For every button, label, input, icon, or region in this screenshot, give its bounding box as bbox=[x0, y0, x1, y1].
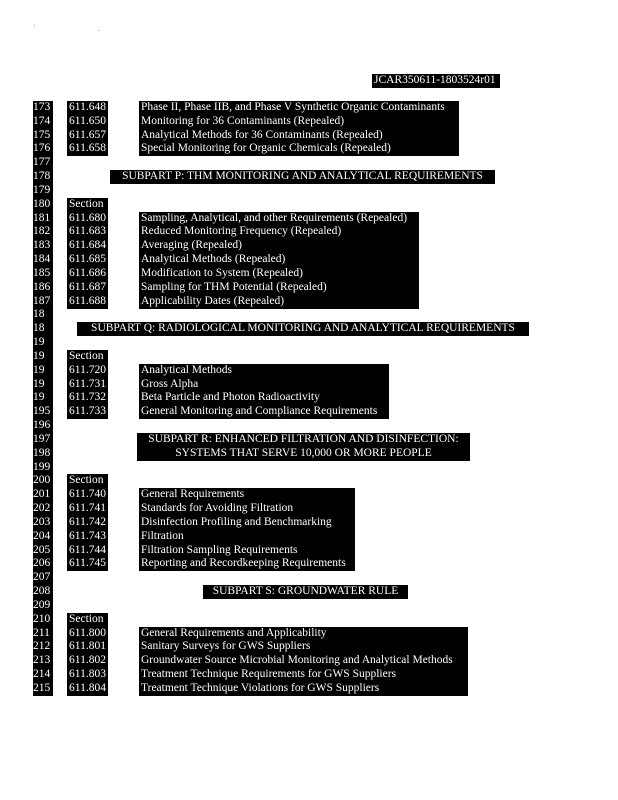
section-number: 611.742 bbox=[69, 516, 106, 528]
section-title-box bbox=[139, 364, 389, 378]
section-number-box bbox=[67, 295, 108, 309]
section-number: 611.733 bbox=[69, 405, 106, 417]
line-number: 180 bbox=[33, 198, 51, 210]
section-number-box bbox=[67, 502, 108, 516]
section-title-box bbox=[139, 281, 419, 295]
section-number: 611.683 bbox=[69, 225, 106, 237]
section-number-box bbox=[67, 557, 108, 571]
line-number-box bbox=[33, 447, 53, 461]
section-title-box bbox=[139, 378, 389, 392]
section-number: 611.732 bbox=[69, 391, 106, 403]
section-number-box bbox=[67, 198, 108, 212]
section-title-box bbox=[139, 295, 419, 309]
section-title: Treatment Technique Requirements for GWS Suppliers bbox=[141, 668, 397, 680]
line-number-box bbox=[33, 405, 53, 419]
section-column-label: Section bbox=[69, 350, 104, 362]
line-number: 184 bbox=[33, 253, 51, 265]
line-number: 199 bbox=[33, 461, 51, 473]
section-number-box bbox=[67, 129, 108, 143]
line-number-box bbox=[33, 433, 53, 447]
section-number: 611.680 bbox=[69, 212, 106, 224]
section-number: 611.648 bbox=[69, 101, 106, 113]
section-title: Sampling for THM Potential (Repealed) bbox=[141, 281, 327, 293]
section-title-box bbox=[139, 668, 468, 682]
section-number-box bbox=[67, 613, 108, 627]
line-number-box bbox=[33, 170, 53, 184]
line-number-box bbox=[33, 281, 53, 295]
section-number: 611.658 bbox=[69, 142, 106, 154]
line-number-box bbox=[33, 640, 53, 654]
line-number-box bbox=[33, 461, 53, 475]
subpart-heading: SUBPART R: ENHANCED FILTRATION AND DISINFECTION: bbox=[148, 433, 459, 445]
section-number-box bbox=[67, 405, 108, 419]
line-number-box bbox=[33, 544, 53, 558]
line-number: 187 bbox=[33, 295, 51, 307]
line-number: 175 bbox=[33, 129, 51, 141]
section-title: Analytical Methods bbox=[141, 364, 233, 376]
line-number-box bbox=[33, 488, 53, 502]
section-number: 611.731 bbox=[69, 378, 106, 390]
line-number: 179 bbox=[33, 184, 51, 196]
section-title-box bbox=[139, 557, 355, 571]
section-title-box bbox=[139, 225, 419, 239]
section-number: 611.804 bbox=[69, 682, 106, 694]
section-title: Filtration Sampling Requirements bbox=[141, 544, 298, 556]
section-number-box bbox=[67, 488, 108, 502]
section-column-label: Section bbox=[69, 474, 104, 486]
line-number-box bbox=[33, 184, 53, 198]
document-id: JCAR350611-1803524r01 bbox=[374, 74, 496, 86]
subpart-heading-box bbox=[77, 322, 529, 336]
line-number-box bbox=[33, 322, 53, 336]
line-number-box bbox=[33, 253, 53, 267]
line-number: 181 bbox=[33, 212, 51, 224]
section-number-box bbox=[67, 253, 108, 267]
line-number-box bbox=[33, 295, 53, 309]
line-number-box bbox=[33, 378, 53, 392]
line-number-box bbox=[33, 364, 53, 378]
section-title: Treatment Technique Violations for GWS Suppliers bbox=[141, 682, 380, 694]
line-number-box bbox=[33, 336, 53, 350]
line-number: 185 bbox=[33, 267, 51, 279]
line-number-box bbox=[33, 225, 53, 239]
line-number-box bbox=[33, 419, 53, 433]
subpart-heading: SUBPART Q: RADIOLOGICAL MONITORING AND ANALYTICAL REQUIREMENTS bbox=[91, 322, 515, 334]
line-number-box bbox=[33, 350, 53, 364]
section-title: Special Monitoring for Organic Chemicals (Repealed) bbox=[141, 142, 391, 154]
line-number: 18 bbox=[33, 322, 45, 334]
line-number-box bbox=[33, 308, 53, 322]
line-number-box bbox=[33, 502, 53, 516]
section-number-box bbox=[67, 668, 108, 682]
line-number-box bbox=[33, 599, 53, 613]
section-number-box bbox=[67, 682, 108, 696]
subpart-heading: SYSTEMS THAT SERVE 10,000 OR MORE PEOPLE bbox=[175, 447, 432, 459]
document-id-box bbox=[372, 74, 500, 88]
line-number: 208 bbox=[33, 585, 51, 597]
section-title: Applicability Dates (Repealed) bbox=[141, 295, 285, 307]
line-number-box bbox=[33, 142, 53, 156]
section-number: 611.801 bbox=[69, 640, 106, 652]
section-number: 611.800 bbox=[69, 627, 106, 639]
section-number-box bbox=[67, 281, 108, 295]
section-title: Modification to System (Repealed) bbox=[141, 267, 303, 279]
section-column-label: Section bbox=[69, 613, 104, 625]
section-title: Reporting and Recordkeeping Requirements bbox=[141, 557, 346, 569]
section-number-box bbox=[67, 267, 108, 281]
line-number-box bbox=[33, 198, 53, 212]
section-number-box bbox=[67, 101, 108, 115]
line-number-box bbox=[33, 239, 53, 253]
line-number-box bbox=[33, 571, 53, 585]
section-number: 611.686 bbox=[69, 267, 106, 279]
line-number-box bbox=[33, 101, 53, 115]
subpart-heading: SUBPART S: GROUNDWATER RULE bbox=[212, 585, 399, 597]
section-title-box bbox=[139, 627, 468, 641]
line-number: 195 bbox=[33, 405, 51, 417]
line-number: 212 bbox=[33, 640, 51, 652]
section-title: Beta Particle and Photon Radioactivity bbox=[141, 391, 320, 403]
subpart-heading: SUBPART P: THM MONITORING AND ANALYTICAL REQUIREMENTS bbox=[122, 170, 483, 182]
section-number: 611.688 bbox=[69, 295, 106, 307]
line-number: 182 bbox=[33, 225, 51, 237]
section-title: Monitoring for 36 Contaminants (Repealed) bbox=[141, 115, 345, 127]
line-number: 196 bbox=[33, 419, 51, 431]
section-title: Groundwater Source Microbial Monitoring and Analytical Methods bbox=[141, 654, 453, 666]
line-number: 18 bbox=[33, 308, 45, 320]
line-number: 215 bbox=[33, 682, 51, 694]
section-number-box bbox=[67, 239, 108, 253]
line-number: 176 bbox=[33, 142, 51, 154]
section-title-box bbox=[139, 405, 389, 419]
line-number-box bbox=[33, 627, 53, 641]
line-number: 209 bbox=[33, 599, 51, 611]
subpart-heading-box bbox=[137, 433, 470, 447]
line-number: 19 bbox=[33, 378, 45, 390]
section-number-box bbox=[67, 544, 108, 558]
section-number: 611.720 bbox=[69, 364, 106, 376]
section-number: 611.803 bbox=[69, 668, 106, 680]
line-number: 19 bbox=[33, 336, 45, 348]
section-number-box bbox=[67, 350, 108, 364]
section-number-box bbox=[67, 654, 108, 668]
line-number: 206 bbox=[33, 557, 51, 569]
line-number: 173 bbox=[33, 101, 51, 113]
section-number-box bbox=[67, 142, 108, 156]
section-title-box bbox=[139, 488, 355, 502]
section-number-box bbox=[67, 627, 108, 641]
line-number: 214 bbox=[33, 668, 51, 680]
line-number: 200 bbox=[33, 474, 51, 486]
section-number: 611.745 bbox=[69, 557, 106, 569]
section-number: 611.802 bbox=[69, 654, 106, 666]
section-number: 611.685 bbox=[69, 253, 106, 265]
section-title-box bbox=[139, 640, 468, 654]
section-title: Standards for Avoiding Filtration bbox=[141, 502, 294, 514]
line-number-box bbox=[33, 613, 53, 627]
section-number: 611.684 bbox=[69, 239, 106, 251]
section-number: 611.657 bbox=[69, 129, 106, 141]
section-title-box bbox=[139, 530, 355, 544]
line-number-box bbox=[33, 474, 53, 488]
section-title: Averaging (Repealed) bbox=[141, 239, 243, 251]
line-number: 174 bbox=[33, 115, 51, 127]
line-number: 205 bbox=[33, 544, 51, 556]
section-number-box bbox=[67, 378, 108, 392]
section-title: Filtration bbox=[141, 530, 184, 542]
line-number-box bbox=[33, 557, 53, 571]
line-number: 201 bbox=[33, 488, 51, 500]
line-number: 197 bbox=[33, 433, 51, 445]
line-number: 213 bbox=[33, 654, 51, 666]
section-number-box bbox=[67, 516, 108, 530]
line-number: 178 bbox=[33, 170, 51, 182]
section-number-box bbox=[67, 212, 108, 226]
line-number-box bbox=[33, 668, 53, 682]
section-title: Sampling, Analytical, and other Requirements (Repealed) bbox=[141, 212, 408, 224]
line-number-box bbox=[33, 530, 53, 544]
section-title: Gross Alpha bbox=[141, 378, 199, 390]
section-title-box bbox=[139, 239, 419, 253]
section-number-box bbox=[67, 364, 108, 378]
section-title-box bbox=[139, 142, 459, 156]
line-number: 19 bbox=[33, 364, 45, 376]
section-number-box bbox=[67, 474, 108, 488]
section-number: 611.740 bbox=[69, 488, 106, 500]
section-title: Disinfection Profiling and Benchmarking bbox=[141, 516, 332, 528]
section-number-box bbox=[67, 530, 108, 544]
section-number: 611.741 bbox=[69, 502, 106, 514]
section-title: General Requirements bbox=[141, 488, 245, 500]
line-number-box bbox=[33, 212, 53, 226]
line-number-box bbox=[33, 682, 53, 696]
subpart-heading-box bbox=[137, 447, 470, 461]
subpart-heading-box bbox=[110, 170, 495, 184]
section-title: General Monitoring and Compliance Requirements bbox=[141, 405, 378, 417]
section-number: 611.687 bbox=[69, 281, 106, 293]
line-number: 203 bbox=[33, 516, 51, 528]
section-title-box bbox=[139, 253, 419, 267]
section-title: Phase II, Phase IIB, and Phase V Synthetic Organic Contaminants bbox=[141, 101, 445, 113]
line-number: 211 bbox=[33, 627, 50, 639]
section-column-label: Section bbox=[69, 198, 104, 210]
line-number: 204 bbox=[33, 530, 51, 542]
line-number-box bbox=[33, 115, 53, 129]
section-number: 611.743 bbox=[69, 530, 106, 542]
section-title-box bbox=[139, 544, 355, 558]
section-number: 611.650 bbox=[69, 115, 106, 127]
line-number-box bbox=[33, 391, 53, 405]
line-number: 19 bbox=[33, 350, 45, 362]
section-title-box bbox=[139, 129, 459, 143]
section-title-box bbox=[139, 682, 468, 696]
line-number: 19 bbox=[33, 391, 45, 403]
section-title: Reduced Monitoring Frequency (Repealed) bbox=[141, 225, 342, 237]
section-number-box bbox=[67, 640, 108, 654]
section-title-box bbox=[139, 115, 459, 129]
line-number: 183 bbox=[33, 239, 51, 251]
line-number-box bbox=[33, 156, 53, 170]
line-number: 202 bbox=[33, 502, 51, 514]
line-number-box bbox=[33, 267, 53, 281]
section-title: Sanitary Surveys for GWS Suppliers bbox=[141, 640, 311, 652]
subpart-heading-box bbox=[203, 585, 408, 599]
section-title-box bbox=[139, 516, 355, 530]
section-title: General Requirements and Applicability bbox=[141, 627, 327, 639]
line-number-box bbox=[33, 585, 53, 599]
line-number: 198 bbox=[33, 447, 51, 459]
section-title-box bbox=[139, 267, 419, 281]
section-title-box bbox=[139, 391, 389, 405]
section-title-box bbox=[139, 212, 419, 226]
line-number: 186 bbox=[33, 281, 51, 293]
line-number: 207 bbox=[33, 571, 51, 583]
line-number: 177 bbox=[33, 156, 51, 168]
section-title-box bbox=[139, 654, 468, 668]
section-title-box bbox=[139, 101, 459, 115]
section-number-box bbox=[67, 115, 108, 129]
section-number: 611.744 bbox=[69, 544, 106, 556]
section-number-box bbox=[67, 225, 108, 239]
line-number-box bbox=[33, 654, 53, 668]
section-title: Analytical Methods for 36 Contaminants (Repealed) bbox=[141, 129, 383, 141]
line-number-box bbox=[33, 516, 53, 530]
corner-marks: ' . bbox=[34, 23, 131, 33]
line-number-box bbox=[33, 129, 53, 143]
section-title: Analytical Methods (Repealed) bbox=[141, 253, 286, 265]
section-number-box bbox=[67, 391, 108, 405]
section-title-box bbox=[139, 502, 355, 516]
line-number: 210 bbox=[33, 613, 51, 625]
